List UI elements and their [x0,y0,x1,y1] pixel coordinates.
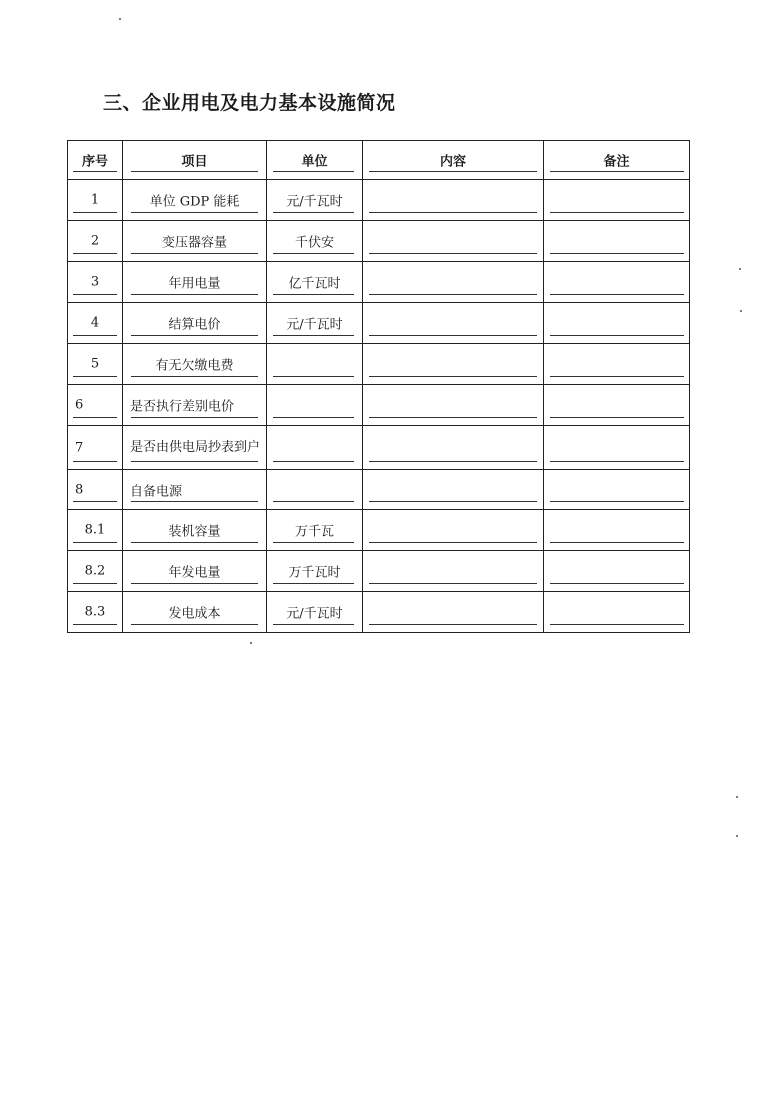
row-no: 8.3 [68,592,123,633]
row-content-field[interactable] [363,470,544,510]
row-note-field[interactable] [544,262,690,303]
header-content: 内容 [363,141,544,180]
row-item: 装机容量 [123,510,267,551]
row-content-field[interactable] [363,221,544,262]
table-row [68,221,690,262]
row-unit: 千伏安 [267,221,363,262]
page-title: 三、企业用电及电力基本设施简况 [103,92,396,114]
row-content-field[interactable] [363,426,544,470]
row-item: 年发电量 [123,551,267,592]
scan-speck [736,835,738,837]
row-item: 是否执行差别电价 [123,385,267,426]
table-row [68,303,690,344]
row-note-field[interactable] [544,551,690,592]
row-item: 发电成本 [123,592,267,633]
row-unit: 元/千瓦时 [267,303,363,344]
row-note-field[interactable] [544,470,690,510]
table-row [68,385,690,426]
table-row [68,344,690,385]
row-unit-field[interactable] [267,426,363,470]
row-no: 5 [68,344,123,385]
scan-speck [739,268,741,270]
row-no: 8.1 [68,510,123,551]
row-unit: 万千瓦时 [267,551,363,592]
scan-speck [250,642,252,644]
table-header-row [68,141,690,180]
row-content-field[interactable] [363,385,544,426]
header-item: 项目 [123,141,267,180]
row-content-field[interactable] [363,262,544,303]
row-no: 6 [68,385,123,426]
row-unit-field[interactable] [267,344,363,385]
table-row [68,180,690,221]
row-content-field[interactable] [363,344,544,385]
row-note-field[interactable] [544,344,690,385]
row-note-field[interactable] [544,221,690,262]
row-note-field[interactable] [544,303,690,344]
row-content-field[interactable] [363,180,544,221]
row-item: 是否由供电局抄表到户 [123,426,267,470]
row-unit: 元/千瓦时 [267,592,363,633]
row-content-field[interactable] [363,551,544,592]
row-note-field[interactable] [544,385,690,426]
scan-speck [119,18,121,20]
row-item: 结算电价 [123,303,267,344]
row-note-field[interactable] [544,510,690,551]
infrastructure-table [67,140,690,633]
row-content-field[interactable] [363,303,544,344]
row-item: 年用电量 [123,262,267,303]
row-unit-field[interactable] [267,470,363,510]
row-content-field[interactable] [363,592,544,633]
table-row [68,592,690,633]
row-unit: 亿千瓦时 [267,262,363,303]
row-note-field[interactable] [544,426,690,470]
row-note-field[interactable] [544,180,690,221]
header-note: 备注 [544,141,690,180]
scan-speck [736,796,738,798]
row-no: 2 [68,221,123,262]
row-no: 4 [68,303,123,344]
row-no: 7 [68,426,123,470]
row-no: 8 [68,470,123,510]
scan-speck [740,310,742,312]
table-row [68,551,690,592]
table-row [68,470,690,510]
header-no: 序号 [68,141,123,180]
row-item: 自备电源 [123,470,267,510]
row-item: 有无欠缴电费 [123,344,267,385]
row-unit: 元/千瓦时 [267,180,363,221]
row-no: 3 [68,262,123,303]
row-no: 1 [68,180,123,221]
header-unit: 单位 [267,141,363,180]
table-row [68,510,690,551]
row-note-field[interactable] [544,592,690,633]
table-row [68,262,690,303]
row-content-field[interactable] [363,510,544,551]
table-row [68,426,690,470]
row-unit: 万千瓦 [267,510,363,551]
row-item: 单位 GDP 能耗 [123,180,267,221]
row-no: 8.2 [68,551,123,592]
row-item: 变压器容量 [123,221,267,262]
row-unit-field[interactable] [267,385,363,426]
